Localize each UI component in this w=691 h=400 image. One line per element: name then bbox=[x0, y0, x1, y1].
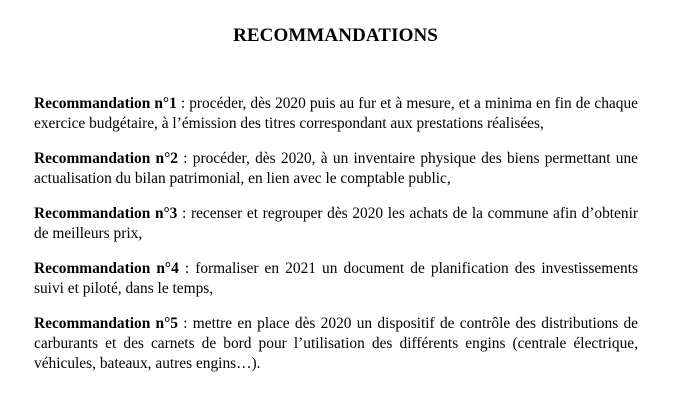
recommendation-text: : procéder, dès 2020 puis au fur et à mesure, et a minima en fin de chaque exercice budgétaire, à l’émission des titres correspondant aux prestations réalisées, bbox=[34, 95, 638, 132]
recommendation-3 bbox=[34, 204, 638, 244]
recommendation-text: : recenser et regrouper dès 2020 les achats de la commune afin d’obtenir de meilleurs prix, bbox=[34, 205, 638, 242]
recommendation-label: Recommandation n°5 bbox=[34, 315, 178, 332]
recommendation-label: Recommandation n°1 bbox=[34, 95, 177, 112]
recommendation-text: : procéder, dès 2020, à un inventaire physique des biens permettant une actualisation du bilan patrimonial, en lien avec le comptable public, bbox=[34, 150, 639, 187]
recommendation-2 bbox=[34, 149, 638, 189]
recommendation-label: Recommandation n°3 bbox=[34, 205, 178, 222]
recommendation-4 bbox=[34, 259, 638, 299]
document-title: RECOMMANDATIONS bbox=[233, 25, 438, 46]
recommendation-text: : mettre en place dès 2020 un dispositif de contrôle des distributions de carburants et des carnets de bord pour l’utilisation des différents engins (centrale électrique, véhicules, bateaux, autres engins…). bbox=[34, 315, 638, 372]
recommendation-label: Recommandation n°2 bbox=[34, 150, 178, 167]
recommendation-1 bbox=[34, 94, 638, 134]
recommendations-list bbox=[34, 94, 638, 389]
recommendation-text: : formaliser en 2021 un document de planification des investissements suivi et piloté, dans le temps, bbox=[34, 260, 638, 297]
recommendation-5 bbox=[34, 314, 638, 374]
recommendation-label: Recommandation n°4 bbox=[34, 260, 179, 277]
